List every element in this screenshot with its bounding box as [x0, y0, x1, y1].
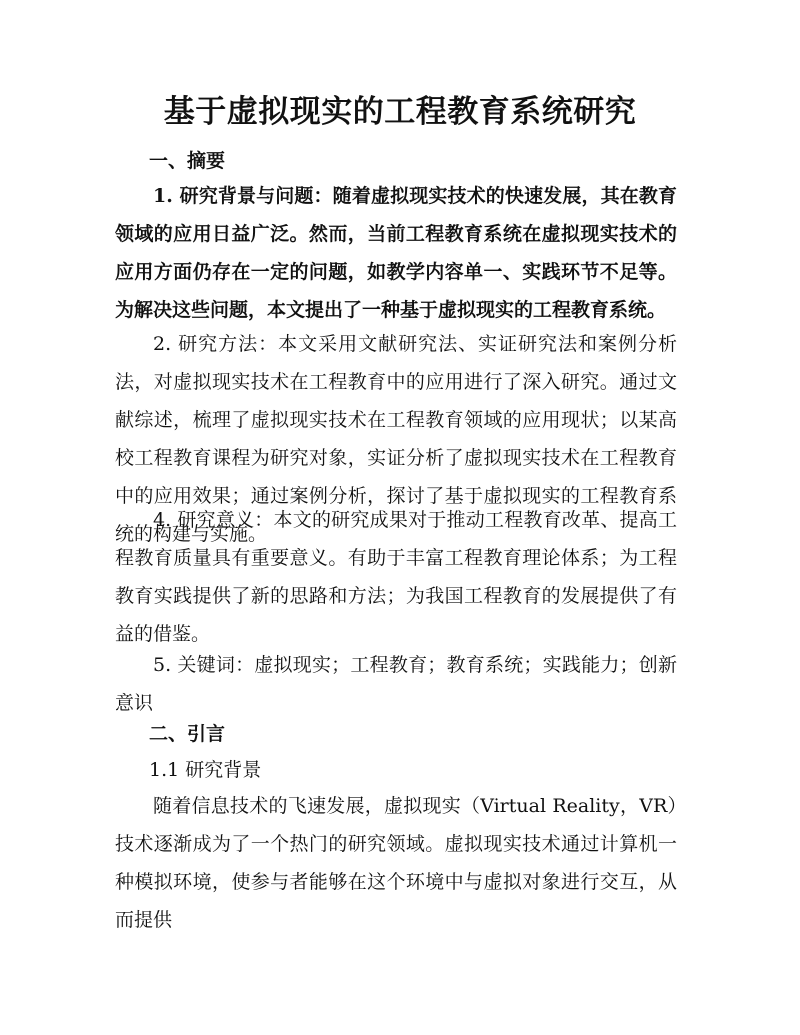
abstract-item-significance: 4. 研究意义：本文的研究成果对于推动工程教育改革、提高工程教育质量具有重要意义。有助于丰富工程教育理论体系；为工程教育实践提供了新的思路和方法；为我国工程教育的发展提供了有益的借鉴。 [115, 509, 677, 645]
section-heading-abstract: 一、摘要 [149, 150, 226, 172]
subsection-heading-background: 1.1 研究背景 [149, 759, 262, 781]
document-title: 基于虚拟现实的工程教育系统研究 [163, 94, 637, 130]
abstract-item-method: 2. 研究方法：本文采用文献研究法、实证研究法和案例分析法，对虚拟现实技术在工程教育中的应用进行了深入研究。通过文献综述，梳理了虚拟现实技术在工程教育领域的应用现状；以某高校工程教育课程为研究对象，实证分析了虚拟现实技术在工程教育中的应用效果；通过案例分析，探讨了基于虚拟现实的工程教育系统的构建与实施。 [115, 333, 677, 545]
section-heading-introduction: 二、引言 [149, 723, 226, 745]
intro-paragraph: 随着信息技术的飞速发展，虚拟现实（Virtual Reality，VR）技术逐渐成为了一个热门的研究领域。虚拟现实技术通过计算机一种模拟环境，使参与者能够在这个环境中与虚拟对象进行交互，从而提供 [115, 795, 677, 931]
abstract-item-background: 1. 研究背景与问题：随着虚拟现实技术的快速发展，其在教育领域的应用日益广泛。然而，当前工程教育系统在虚拟现实技术的应用方面仍存在一定的问题，如教学内容单一、实践环节不足等。为解决这些问题，本文提出了一种基于虚拟现实的工程教育系统。 [115, 185, 677, 321]
abstract-item-keywords: 5. 关键词：虚拟现实；工程教育；教育系统；实践能力；创新意识 [115, 654, 677, 714]
